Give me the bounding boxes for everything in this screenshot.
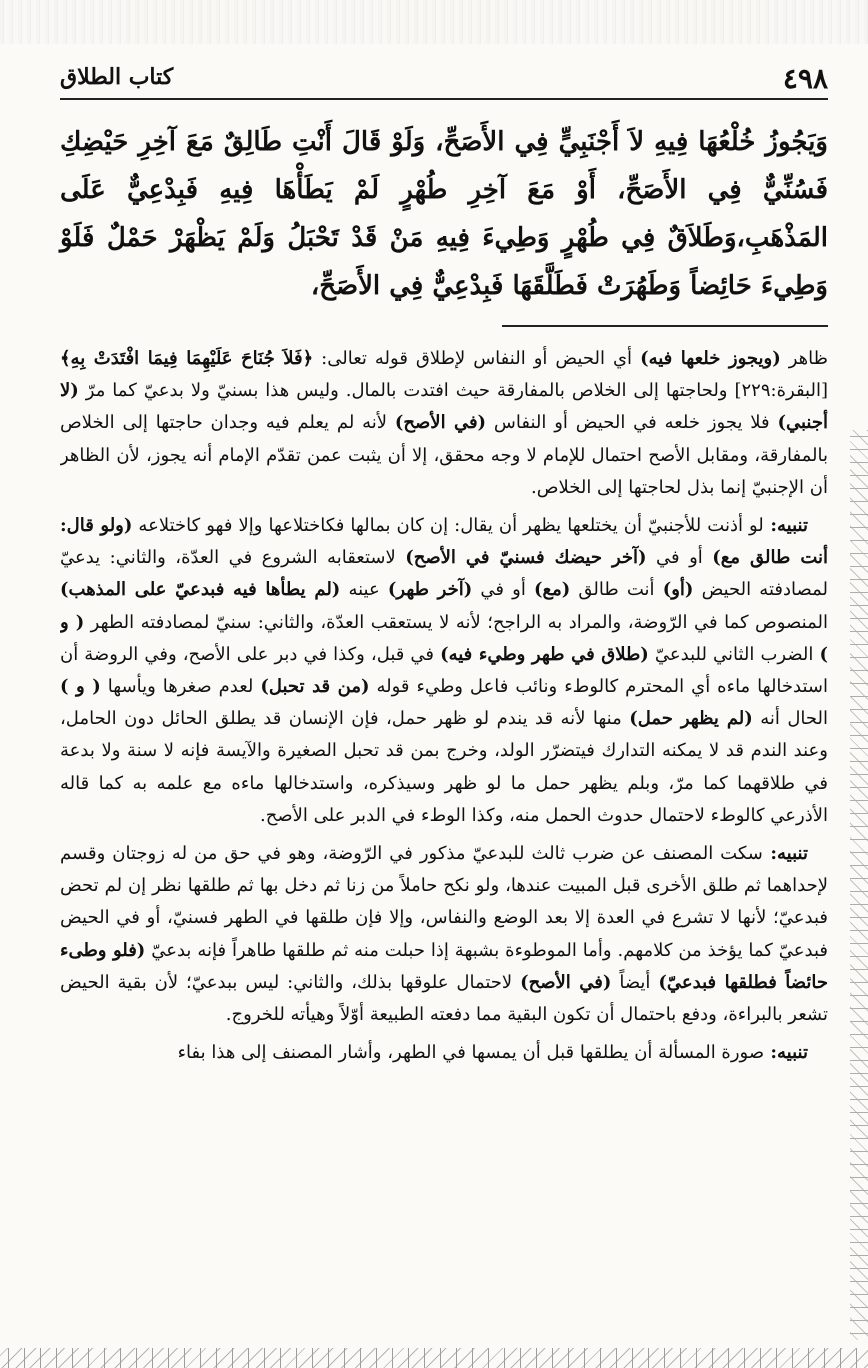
commentary — [60, 343, 828, 1338]
commentary-segment: أو في — [646, 547, 713, 569]
page-header — [60, 58, 828, 100]
quoted-matn-segment: (في الأصح) — [520, 971, 612, 993]
commentary-segment: [البقرة:٢٢٩] ولحاجتها إلى الخلاص بالمفارقة حيث افتدت بالمال. وليس هذا بسنيّ ولا بدعيّ كما مرّ — [78, 380, 828, 402]
commentary-segment: أيضاً — [611, 971, 659, 993]
running-title: كتاب الطلاق — [60, 64, 174, 90]
quoted-matn-segment: (أو) — [662, 579, 694, 601]
quoted-matn-segment: (ولو قال: أنت طالق مع) — [60, 515, 828, 569]
quoted-matn-segment: (آخر حيضك فسنيّ في الأصح) — [405, 547, 647, 569]
commentary-segment: لعدم صغرها ويأسها — [100, 676, 261, 698]
separator-line — [502, 325, 828, 327]
commentary-segment: عينه — [340, 579, 388, 601]
commentary-segment: المنصوص كما في الرّوضة، والمراد به الراجح؛ لأنه لا يستعقب العدّة، والثاني: سنيّ لمصادفته الطهر — [84, 611, 828, 633]
commentary-segment: الضرب الثاني للبدعيّ — [648, 643, 820, 665]
commentary-paragraph — [60, 838, 828, 1031]
commentary-segment: فلا يجوز خلعه في الحيض أو النفاس — [486, 412, 778, 434]
commentary-segment: أنت طالق — [570, 579, 663, 601]
commentary-segment: أي الحيض أو النفاس لإطلاق قوله تعالى: — [313, 348, 641, 369]
page-number: ٤٩٨ — [782, 62, 828, 95]
quoted-matn-segment: (في الأصح) — [394, 412, 487, 434]
quoted-matn-segment: تنبيه: — [763, 515, 808, 537]
commentary-segment: لو أذنت للأجنبيّ أن يختلعها يظهر أن يقال: إن كان بمالها فكاختلاعها وإلا فهو كاختلاعه — [132, 515, 764, 537]
commentary-paragraph — [60, 1037, 828, 1069]
quoted-matn-segment: (مع) — [533, 579, 571, 601]
quoted-matn-segment: (ويجوز خلعها فيه) — [640, 348, 781, 369]
quoted-matn-segment: (فلو وطىء حائضاً فطلقها فبدعيّ) — [60, 939, 828, 993]
decorative-bottom-border — [0, 1348, 868, 1368]
commentary-segment: لاحتمال علوقها بذلك، والثاني: ليس ببدعيّ؛ لأن بقية الحيض تشعر بالبراءة، ودفع باحتمال أن تكون البقية مما دفعته الطبيعة أوّلاً وهيأته للخروج. — [60, 971, 828, 1026]
quoted-matn-segment: (لا أجنبي) — [60, 380, 828, 434]
quoted-matn-segment: (آخر طهر) — [387, 579, 473, 601]
decorative-side-border — [850, 430, 868, 1340]
quoted-matn-segment: (لم يظهر حمل) — [629, 708, 753, 730]
quoted-matn-segment: ﴿فَلاَ جُنَاحَ عَلَيْهِمَا فِيمَا افْتَدَتْ بِهِ﴾ — [60, 348, 314, 369]
quoted-matn-segment: تنبيه: — [762, 843, 808, 865]
commentary-paragraph — [60, 343, 828, 504]
commentary-segment: لأنه لم يعلم فيه وجدان حاجتها إلى الخلاص بالمفارقة، ومقابل الأصح احتمال للإمام لا وجه محقق، إلا أن يثبت عمن تقدّم الإمام أنه يجوز، لأن الظاهر أن الإجنبيّ إنما بذل لحاجتها إلى الخلاص. — [60, 412, 828, 498]
commentary-segment: أو في — [472, 579, 534, 601]
main-text: وَيَجُوزُ خُلْعُهَا فِيهِ لاَ أَجْنَبِيٍّ فِي الأَصَحِّ، وَلَوْ قَالَ أَنْتِ طَالِقٌ مَعَ آخِرِ حَيْضِكِ فَسُنِّيٌّ فِي الأَصَحِّ، أَوْ مَعَ آخِرِ طُهْرٍ لَمْ يَطَأْهَا فِيهِ فَبِدْعِيٌّ عَلَى المَذْهَبِ،وَطَلاَقٌ فِي طُهْرٍ وَطِيءَ فِيهِ مَنْ قَدْ تَحْبَلُ وَلَمْ يَظْهَرْ حَمْلٌ فَلَوْ وَطِيءَ حَائِضاً وَطَهُرَتْ فَطَلَّقَهَا فَبِدْعِيٌّ فِي الأَصَحِّ، — [60, 127, 828, 301]
quoted-matn-segment: (لم يطأها فيه فبدعيّ على المذهب) — [60, 579, 341, 601]
commentary-segment: منها لأنه قد يندم لو ظهر حمل، فإن الإنسان قد يطلق الحائل دون الحامل، وعند الندم قد لا يمكنه التدارك فيتضرّر الولد، وخرج بمن قد تحبل الصغيرة والآيسة فإنه لا سنة ولا بدعة في طلاقهما كما مرّ، وبلم يظهر حمل ما لو ظهر وسيذكره، واستدخالها ماءه مع علمه به كما قاله الأذرعي كالوطء لاحتمال حدوث الحمل منه، وكذا الوطء في الدبر على الأصح. — [60, 708, 828, 826]
commentary-segment: سكت المصنف عن ضرب ثالث للبدعيّ مذكور في الرّوضة، وهو في حق من له زوجتان وقسم لإحداهما ثم طلق الأخرى قبل المبيت عندها، ولو نكح حاملاً من زنا ثم دخل بها ثم طلقها نظر إن لم تحض فبدعيّ؛ لأنها لا تشرع في العدة إلا بعد الوضع والنفاس، وإلا فإن طلقها في الطهر فسنيّ، أو في الحيض فبدعيّ كما يؤخذ من كلامهم. وأما الموطوءة بشبهة إذا حبلت منه ثم طلقها طاهراً فإنه بدعيّ — [60, 843, 828, 961]
quoted-matn-segment: ( و ) — [60, 676, 101, 698]
commentary-segment: في قبل، وكذا في دبر على الأصح، وفي الروضة أن استدخالها ماءه أي المحترم كالوطء ونائب فاعل وطيء قوله — [60, 643, 828, 698]
commentary-segment: الحال أنه — [752, 708, 828, 730]
commentary-segment: صورة المسألة أن يطلقها قبل أن يمسها في الطهر، وأشار المصنف إلى هذا بفاء — [177, 1042, 765, 1064]
quoted-matn-segment: ( و ) — [60, 611, 828, 665]
scan-top-noise — [0, 0, 868, 44]
commentary-segment: لاستعقابه الشروع في العدّة، والثاني: يدعيّ لمصادفته الحيض — [60, 547, 828, 601]
quoted-matn-segment: (من قد تحبل) — [260, 676, 370, 698]
commentary-segment: ظاهر — [780, 348, 828, 369]
quoted-matn-segment: تنبيه: — [764, 1042, 808, 1064]
quoted-matn-segment: (طلاق في طهر وطيء فيه) — [440, 643, 649, 665]
commentary-paragraph — [60, 510, 828, 832]
